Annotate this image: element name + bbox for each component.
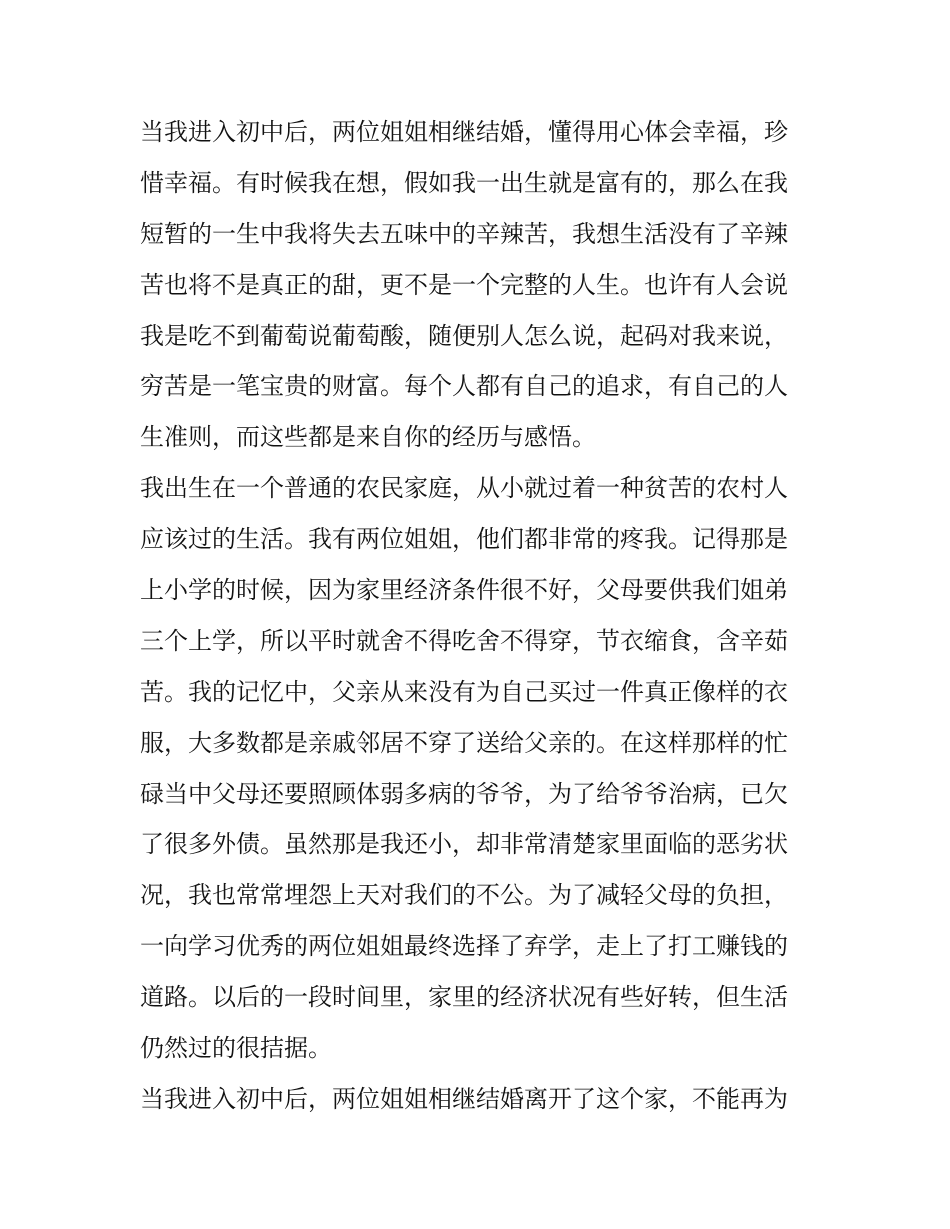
text-line: 服，大多数都是亲戚邻居不穿了送给父亲的。在这样那样的忙 (140, 728, 788, 757)
text-line: 仍然过的很拮据。 (140, 1034, 332, 1063)
text-line: 况，我也常常埋怨上天对我们的不公。为了减轻父母的负担， (140, 881, 788, 910)
text-line: 碌当中父母还要照顾体弱多病的爷爷，为了给爷爷治病，已欠 (140, 779, 788, 808)
text-line: 苦。我的记忆中，父亲从来没有为自己买过一件真正像样的衣 (140, 677, 788, 706)
text-line: 我是吃不到葡萄说葡萄酸，随便别人怎么说，起码对我来说， (140, 321, 788, 350)
text-line: 生准则，而这些都是来自你的经历与感悟。 (140, 423, 596, 452)
text-line: 道路。以后的一段时间里，家里的经济状况有些好转，但生活 (140, 983, 788, 1012)
text-line: 我出生在一个普通的农民家庭，从小就过着一种贫苦的农村人 (140, 474, 788, 503)
text-line: 应该过的生活。我有两位姐姐，他们都非常的疼我。记得那是 (140, 525, 788, 554)
text-line: 上小学的时候，因为家里经济条件很不好，父母要供我们姐弟 (140, 576, 788, 605)
text-line: 苦也将不是真正的甜，更不是一个完整的人生。也许有人会说 (140, 270, 788, 299)
text-line: 当我进入初中后，两位姐姐相继结婚，懂得用心体会幸福，珍 (140, 118, 788, 146)
text-line: 三个上学，所以平时就舍不得吃舍不得穿，节衣缩食，含辛茹 (140, 626, 788, 655)
text-line: 当我进入初中后，两位姐姐相继结婚离开了这个家，不能再为 (140, 1084, 788, 1113)
text-line: 惜幸福。有时候我在想，假如我一出生就是富有的，那么在我 (140, 168, 788, 197)
text-line: 穷苦是一笔宝贵的财富。每个人都有自己的追求，有自己的人 (140, 372, 788, 401)
text-line: 短暂的一生中我将失去五味中的辛辣苦，我想生活没有了辛辣 (140, 219, 788, 248)
body-text (140, 107, 820, 1125)
text-line: 一向学习优秀的两位姐姐最终选择了弃学，走上了打工赚钱的 (140, 932, 788, 961)
text-line: 了很多外债。虽然那是我还小，却非常清楚家里面临的恶劣状 (140, 830, 788, 859)
